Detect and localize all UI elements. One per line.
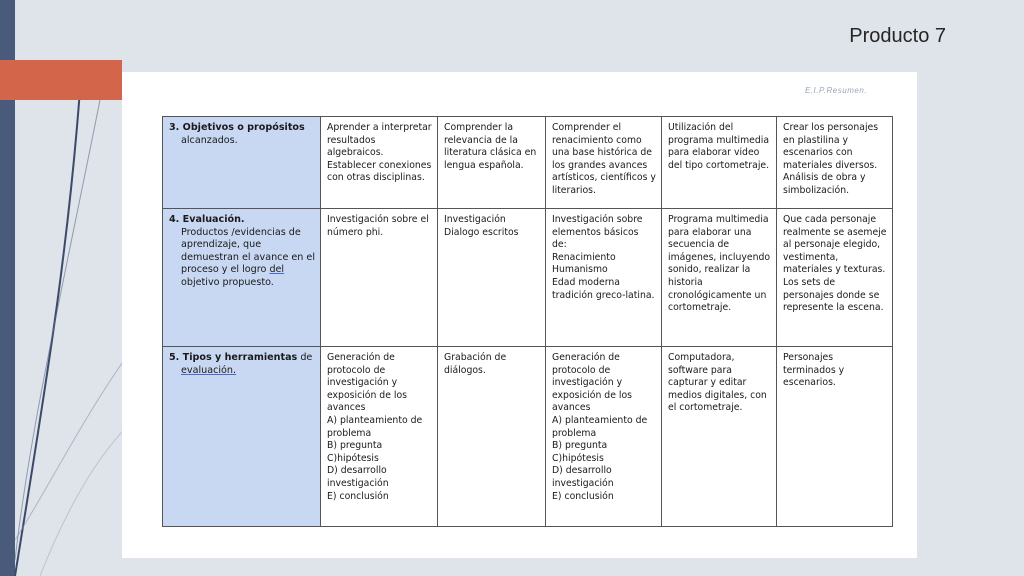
table-cell: Aprender a interpretar resultados algebraicos. Establecer conexiones con otras disciplinas. <box>321 117 438 209</box>
row-label-cell <box>163 347 321 527</box>
row-label-title: 5. Tipos y herramientas <box>169 352 298 363</box>
row-label-title: 3. Objetivos o propósitos <box>169 122 305 133</box>
summary-table <box>162 116 893 527</box>
table-cell: Utilización del programa multimedia para elaborar video del tipo cortometraje. <box>662 117 777 209</box>
table-cell: Investigación sobre elementos básicos de: Renacimiento Humanismo Edad moderna tradición greco-latina. <box>546 209 662 347</box>
table-cell: Generación de protocolo de investigación y exposición de los avances A) planteamiento de problema B) pregunta C)hipótesis D) desarrollo investigación E) conclusión <box>546 347 662 527</box>
table-cell: Crear los personajes en plastilina y escenarios con materiales diversos. Análisis de obra y simbolización. <box>777 117 893 209</box>
orange-tab-accent <box>0 60 122 100</box>
row-label-title-tail: de <box>297 352 313 363</box>
table-cell: Investigación sobre el número phi. <box>321 209 438 347</box>
table-cell: Que cada personaje realmente se asemeje al personaje elegido, vestimenta, materiales y texturas. Los sets de personajes donde se represente la escena. <box>777 209 893 347</box>
table-cell: Investigación Dialogo escritos <box>438 209 546 347</box>
table-cell: Grabación de diálogos. <box>438 347 546 527</box>
table-cell: Comprender el renacimiento como una base histórica de los grandes avances artísticos, científicos y literarios. <box>546 117 662 209</box>
row-label-subtitle: alcanzados. <box>181 134 238 146</box>
table-row <box>163 117 893 209</box>
row-label-underlined: evaluación. <box>181 364 237 376</box>
row-label-subtitle: Productos /evidencias de aprendizaje, que demuestran el avance en el proceso y el logro <box>181 226 315 276</box>
row-label-cell <box>163 117 321 209</box>
table-cell: Programa multimedia para elaborar una secuencia de imágenes, incluyendo sonido, realizar la historia cronológicamente un cortometraje. <box>662 209 777 347</box>
row-label-cell <box>163 209 321 347</box>
table-cell: Computadora, software para capturar y editar medios digitales, con el cortometraje. <box>662 347 777 527</box>
table-row <box>163 209 893 347</box>
table-cell: Comprender la relevancia de la literatura clásica en lengua española. <box>438 117 546 209</box>
row-label-title: 4. Evaluación. <box>169 214 245 225</box>
table-cell: Personajes terminados y escenarios. <box>777 347 893 527</box>
row-label-underlined: del <box>269 264 285 276</box>
table-cell: Generación de protocolo de investigación y exposición de los avances A) planteamiento de problema B) pregunta C)hipótesis D) desarrollo investigación E) conclusión <box>321 347 438 527</box>
slide-title: Producto 7 <box>849 25 946 47</box>
row-label-tail: objetivo propuesto. <box>181 276 274 288</box>
document-header: E.I.P.Resumen. <box>805 86 867 95</box>
table-row <box>163 347 893 527</box>
document-page <box>122 72 917 558</box>
